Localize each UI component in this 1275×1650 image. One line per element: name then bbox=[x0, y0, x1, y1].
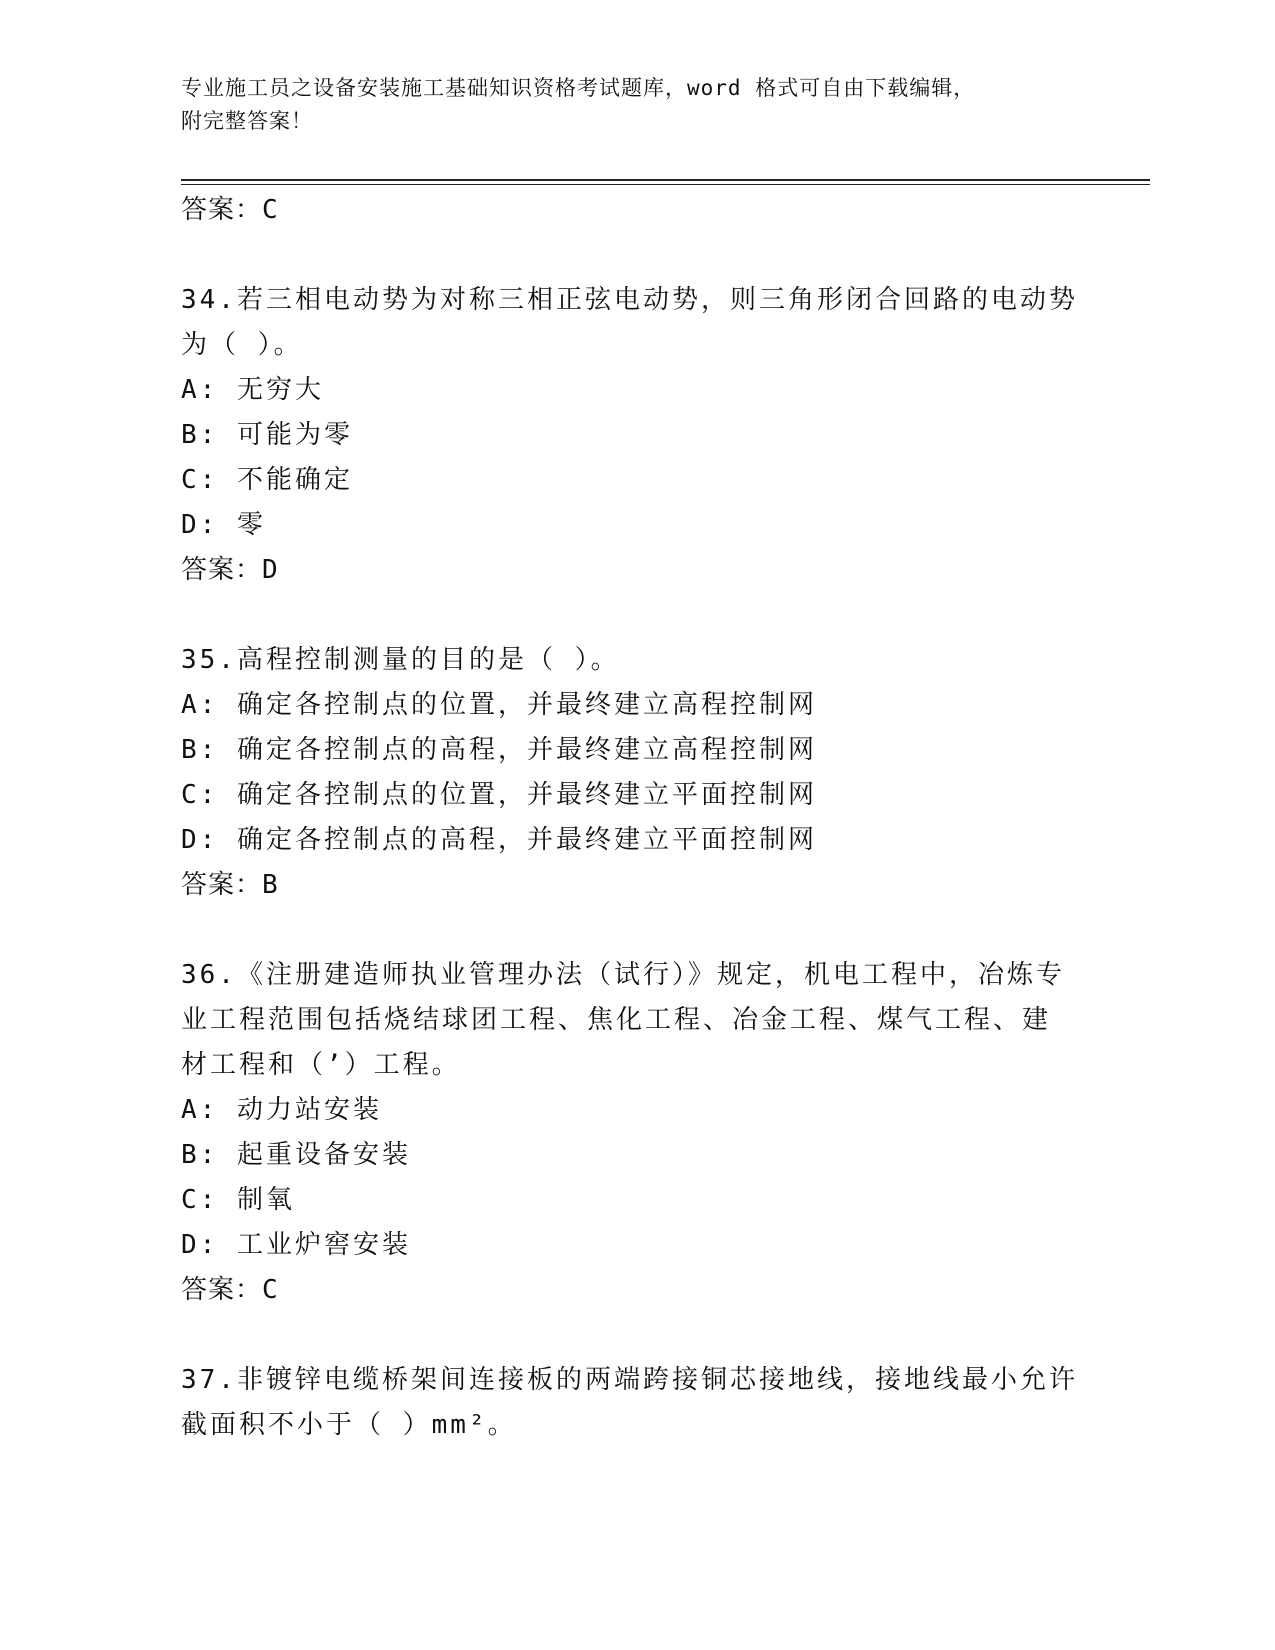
spacer bbox=[181, 593, 1081, 638]
option-c: C: 不能确定 bbox=[181, 465, 353, 495]
question-text-line: 35.高程控制测量的目的是（ ）。 bbox=[181, 645, 620, 675]
question-text-line: 37.非镀锌电缆桥架间连接板的两端跨接铜芯接地线，接地线最小允许 bbox=[181, 1365, 1078, 1395]
header-line-1: 专业施工员之设备安装施工基础知识资格考试题库，word 格式可自由下载编辑， bbox=[181, 76, 976, 100]
document-body bbox=[181, 188, 1081, 1448]
answer-value: B bbox=[262, 870, 279, 900]
answer-line bbox=[181, 548, 1081, 593]
option-c: C: 制氧 bbox=[181, 1185, 295, 1215]
option-d: D: 确定各控制点的高程，并最终建立平面控制网 bbox=[181, 825, 817, 855]
question-text-line: 为（ ）。 bbox=[181, 330, 303, 360]
question-text-line: 业工程范围包括烧结球团工程、焦化工程、冶金工程、煤气工程、建 bbox=[181, 1005, 1052, 1035]
header-divider-thin bbox=[181, 184, 1150, 185]
option-d: D: 零 bbox=[181, 510, 266, 540]
option-a: A: 确定各控制点的位置，并最终建立高程控制网 bbox=[181, 690, 817, 720]
question-block-37 bbox=[181, 1358, 1081, 1448]
answer-line-prev bbox=[181, 188, 1081, 233]
option-a: A: 动力站安装 bbox=[181, 1095, 382, 1125]
option-b: B: 起重设备安装 bbox=[181, 1140, 411, 1170]
question-block-35 bbox=[181, 638, 1081, 908]
option-a: A: 无穷大 bbox=[181, 375, 324, 405]
header-divider-thick bbox=[181, 179, 1150, 181]
question-text-line: 材工程和（’）工程。 bbox=[181, 1050, 461, 1080]
answer-label: 答案： bbox=[181, 195, 263, 225]
document-header bbox=[181, 72, 1041, 138]
option-b: B: 可能为零 bbox=[181, 420, 353, 450]
answer-value: D bbox=[262, 555, 279, 585]
answer-value: C bbox=[262, 195, 279, 225]
answer-line bbox=[181, 863, 1081, 908]
question-text-line: 34.若三相电动势为对称三相正弦电动势，则三角形闭合回路的电动势 bbox=[181, 285, 1078, 315]
question-text-line: 截面积不小于（ ）mm²。 bbox=[181, 1410, 517, 1440]
question-text-line: 36.《注册建造师执业管理办法（试行）》规定，机电工程中，冶炼专 bbox=[181, 960, 1065, 990]
answer-value: C bbox=[262, 1275, 279, 1305]
option-c: C: 确定各控制点的位置，并最终建立平面控制网 bbox=[181, 780, 817, 810]
answer-label: 答案： bbox=[181, 870, 263, 900]
spacer bbox=[181, 1313, 1081, 1358]
spacer bbox=[181, 233, 1081, 278]
option-d: D: 工业炉窖安装 bbox=[181, 1230, 411, 1260]
answer-line bbox=[181, 1268, 1081, 1313]
option-b: B: 确定各控制点的高程，并最终建立高程控制网 bbox=[181, 735, 817, 765]
spacer bbox=[181, 908, 1081, 953]
question-block-34 bbox=[181, 278, 1081, 593]
question-block-36 bbox=[181, 953, 1081, 1313]
answer-label: 答案： bbox=[181, 1275, 263, 1305]
answer-label: 答案： bbox=[181, 555, 263, 585]
header-line-2: 附完整答案！ bbox=[181, 109, 313, 133]
